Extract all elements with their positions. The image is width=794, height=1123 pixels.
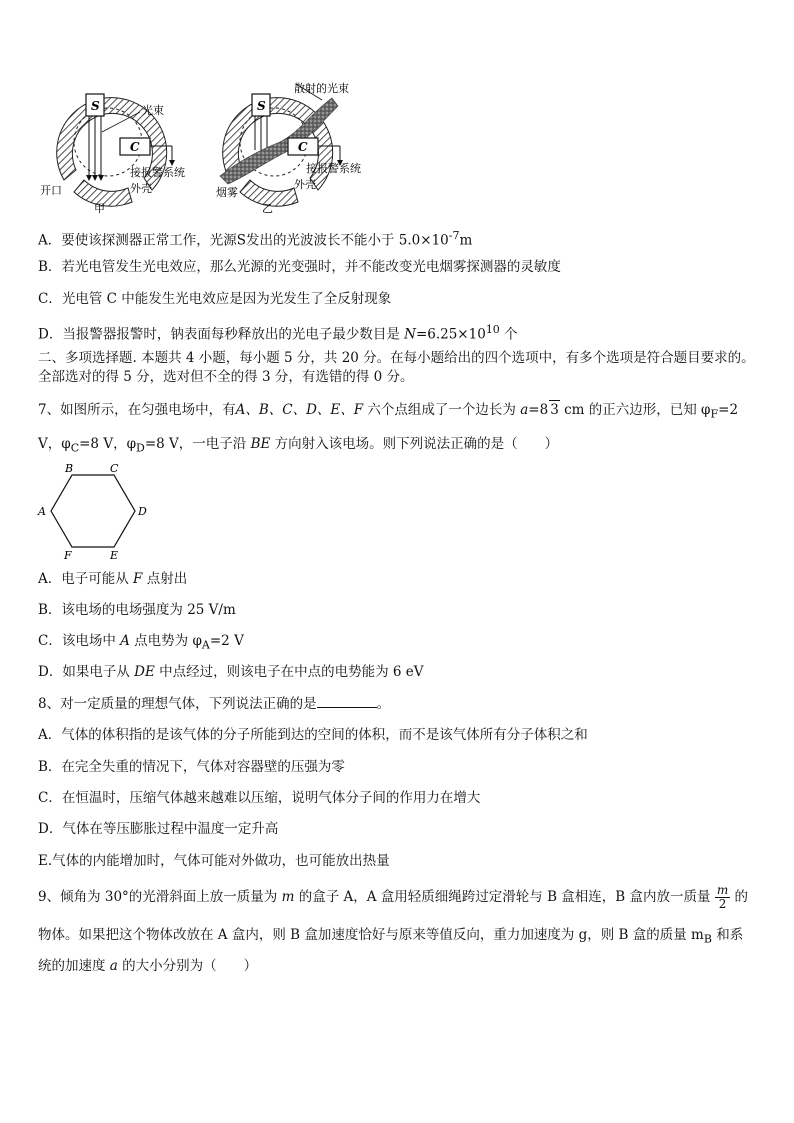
vertex-b-label: B (65, 462, 74, 475)
alarm-label: 接报警系统 (306, 162, 361, 175)
vertex-a-label: A (38, 505, 46, 518)
q6-option-d: D．当报警器报警时，钠表面每秒释放出的光电子最少数目是 $N=6.25\times 10^{10}$ 个 (38, 323, 518, 343)
q8-option-e: E.气体的内能增加时，气体可能对外做功，也可能放出热量 (38, 853, 390, 869)
q9-stem-line1: 9、倾角为 30°的光滑斜面上放一质量为 m 的盒子 A，A 盒用轻质细绳跨过定滑轮与 B 盒相连，B 盒内放一质量 $\frac{m}{2}$ 的 (38, 883, 748, 911)
vertex-f-label: F (64, 549, 72, 562)
source-s-label: S (91, 99, 100, 113)
q8-option-a: A．气体的体积指的是该气体的分子所能到达的空间的体积，而不是该气体所有分子体积之和 (38, 727, 588, 743)
caption-jia: 甲 (94, 202, 105, 215)
q7-stem-line2: V，$\varphi_C=8$ V，$\varphi_D=8$ V，一电子沿 BE 方向射入该电场。则下列说法正确的是（ ） (38, 436, 559, 455)
vertex-c-label: C (110, 462, 119, 475)
q6-option-b: B．若光电管发生光电效应，那么光源的光变强时，并不能改变光电烟雾探测器的灵敏度 (38, 259, 561, 275)
tube-c-label: C (298, 140, 308, 154)
vertex-e-label: E (110, 549, 119, 562)
q8-option-c: C．在恒温时，压缩气体越来越难以压缩，说明气体分子间的作用力在增大 (38, 790, 481, 806)
opening-label: 开口 (40, 184, 62, 197)
figure-yi (210, 80, 385, 215)
smoke-label: 烟雾 (216, 186, 238, 199)
scatter-beam-label: 散射的光束 (294, 82, 349, 95)
mass-fraction: $\frac{m}{2}$ (716, 883, 729, 911)
source-s-label: S (257, 99, 266, 113)
alarm-label: 接报警系统 (130, 166, 185, 179)
q6-option-a: A．要使该探测器正常工作，光源S发出的光波波长不能小于 $5.0\times 10^{-7}m$ (38, 229, 473, 249)
q8-option-d: D．气体在等压膨胀过程中温度一定升高 (38, 821, 279, 837)
q9-stem-line2: 物体。如果把这个物体改放在 A 盒内，则 B 盒加速度恰好与原来等值反向，重力加速度为 g，则 B 盒的质量 $m_B$ 和系 (38, 927, 744, 946)
q7-option-a: A．电子可能从 F 点射出 (38, 571, 188, 587)
shell-label: 外壳 (130, 182, 152, 195)
tube-c-label: C (130, 140, 140, 154)
answer-blank (317, 695, 377, 708)
q7-option-d: D．如果电子从 DE 中点经过，则该电子在中点的电势能为 6 eV (38, 664, 424, 680)
caption-yi: 乙 (262, 202, 273, 215)
q7-option-c: C．该电场中 A 点电势为 $\varphi_A=2$ V (38, 633, 244, 652)
section2-header-line2: 全部选对的得 5 分，选对但不全的得 3 分，有选错的得 0 分。 (38, 369, 414, 385)
beam-label: 光束 (142, 104, 164, 117)
figure-jia (36, 80, 216, 215)
q8-option-b: B．在完全失重的情况下，气体对容器壁的压强为零 (38, 759, 345, 775)
q9-stem-line3: 统的加速度 a 的大小分别为（ ） (38, 958, 258, 974)
shell-label: 外壳 (294, 178, 316, 191)
q8-stem: 8、对一定质量的理想气体，下列说法正确的是 。 (38, 696, 391, 712)
hexagon-figure (34, 460, 154, 562)
section2-header-line1: 二、多项选择题. 本题共 4 小题，每小题 5 分，共 20 分。在每小题给出的四个选项中，有多个选项是符合题目要求的。 (38, 350, 755, 366)
regular-hexagon (51, 475, 135, 547)
q6-option-c: C．光电管 C 中能发生光电效应是因为光发生了全反射现象 (38, 291, 392, 307)
q7-option-b: B．该电场的电场强度为 25 V/m (38, 602, 236, 618)
q7-stem-line1: 7、如图所示，在匀强电场中，有A、B、C、D、E、F 六个点组成了一个边长为 a=8 3 cm 的正六边形，已知 $\varphi_F=2$ (38, 402, 739, 421)
vertex-d-label: D (138, 505, 147, 518)
